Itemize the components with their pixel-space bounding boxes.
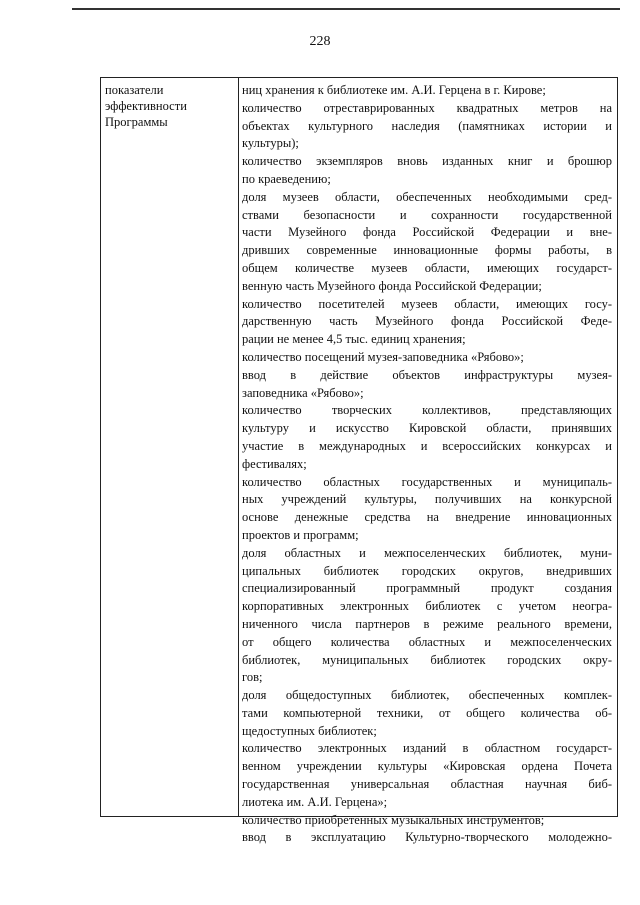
label-line: эффективности xyxy=(105,99,187,113)
content-line: по краеведению; xyxy=(242,171,331,186)
content-line: количество областных государственных и муниципаль- xyxy=(242,474,612,489)
content-line: количество экземпляров вновь изданных книг и брошюр xyxy=(242,154,612,169)
label-line: показатели xyxy=(105,83,164,97)
content-line: количество электронных изданий в областном государст- xyxy=(242,741,612,756)
content-line: объектах культурного наследия (памятниках истории и xyxy=(242,118,612,133)
content-line: части Музейного фонда Российской Федерации и вне- xyxy=(242,225,612,240)
content-line: библиотек, муниципальных библиотек городских окру- xyxy=(242,652,612,667)
content-line: количество отреставрированных квадратных метров на xyxy=(242,100,612,115)
column-divider xyxy=(238,78,239,816)
content-line: венном учреждении культуры «Кировская ордена Почета xyxy=(242,759,612,774)
content-line: специализированный программный продукт создания xyxy=(242,581,612,596)
content-line: корпоративных электронных библиотек с учетом неогра- xyxy=(242,599,612,614)
content-line: ципальных библиотек городских округов, внедривших xyxy=(242,563,612,578)
content-line: культуру и искусство Кировской области, принявших xyxy=(242,421,612,436)
content-line: ниченного числа партнеров в режиме реального времени, xyxy=(242,616,612,631)
content-line: количество творческих коллективов, представляющих xyxy=(242,403,612,418)
top-rule xyxy=(72,8,620,10)
content-line: щедоступных библиотек; xyxy=(242,723,377,738)
content-line: количество посетителей музеев области, имеющих госу- xyxy=(242,296,612,311)
content-line: государственная универсальная областная научная биб- xyxy=(242,777,612,792)
label-line: Программы xyxy=(105,115,168,129)
indicators-table xyxy=(100,77,618,845)
content-line: доля общедоступных библиотек, обеспеченных комплек- xyxy=(242,688,612,703)
content-line: дарственную часть Музейного фонда Российской Феде- xyxy=(242,314,612,329)
content-line: от общего количества областных и межпоселенческих xyxy=(242,634,612,649)
content-line: основе денежные средства на внедрение инновационных xyxy=(242,510,612,525)
table-label-cell xyxy=(105,82,235,130)
content-line: дривших современные инновационные формы работы, в xyxy=(242,243,612,258)
page-number: 228 xyxy=(309,34,331,49)
content-line: количество приобретенных музыкальных инструментов; xyxy=(242,812,545,827)
content-line: фестивалях; xyxy=(242,456,307,471)
content-line: культуры); xyxy=(242,136,299,151)
table-content-cell xyxy=(242,82,612,847)
content-line: доля областных и межпоселенческих библиотек, муни- xyxy=(242,545,612,560)
content-line: рации не менее 4,5 тыс. единиц хранения; xyxy=(242,332,466,347)
content-line: заповедника «Рябово»; xyxy=(242,385,364,400)
content-line: гов; xyxy=(242,670,263,685)
content-line: ввод в эксплуатацию Культурно-творческого молодежно- xyxy=(242,830,612,845)
content-line: проектов и программ; xyxy=(242,527,359,542)
content-line: ввод в действие объектов инфраструктуры музея- xyxy=(242,367,612,382)
content-line: венную часть Музейного фонда Российской Федерации; xyxy=(242,278,542,293)
content-line: ниц хранения к библиотеке им. А.И. Герцена в г. Кирове; xyxy=(242,83,546,97)
content-line: ных учреждений культуры, получивших на конкурсной xyxy=(242,492,612,507)
content-line: лиотека им. А.И. Герцена»; xyxy=(242,794,388,809)
content-line: ствами безопасности и сохранности государственной xyxy=(242,207,612,222)
content-line: количество посещений музея-заповедника «Рябово»; xyxy=(242,349,524,364)
content-line: тами компьютерной техники, от общего количества об- xyxy=(242,705,612,720)
content-line: участие в международных и всероссийских конкурсах и xyxy=(242,438,612,453)
content-line: доля музеев области, обеспеченных необходимыми сред- xyxy=(242,189,612,204)
content-line: общем количестве музеев области, имеющих государст- xyxy=(242,260,612,275)
